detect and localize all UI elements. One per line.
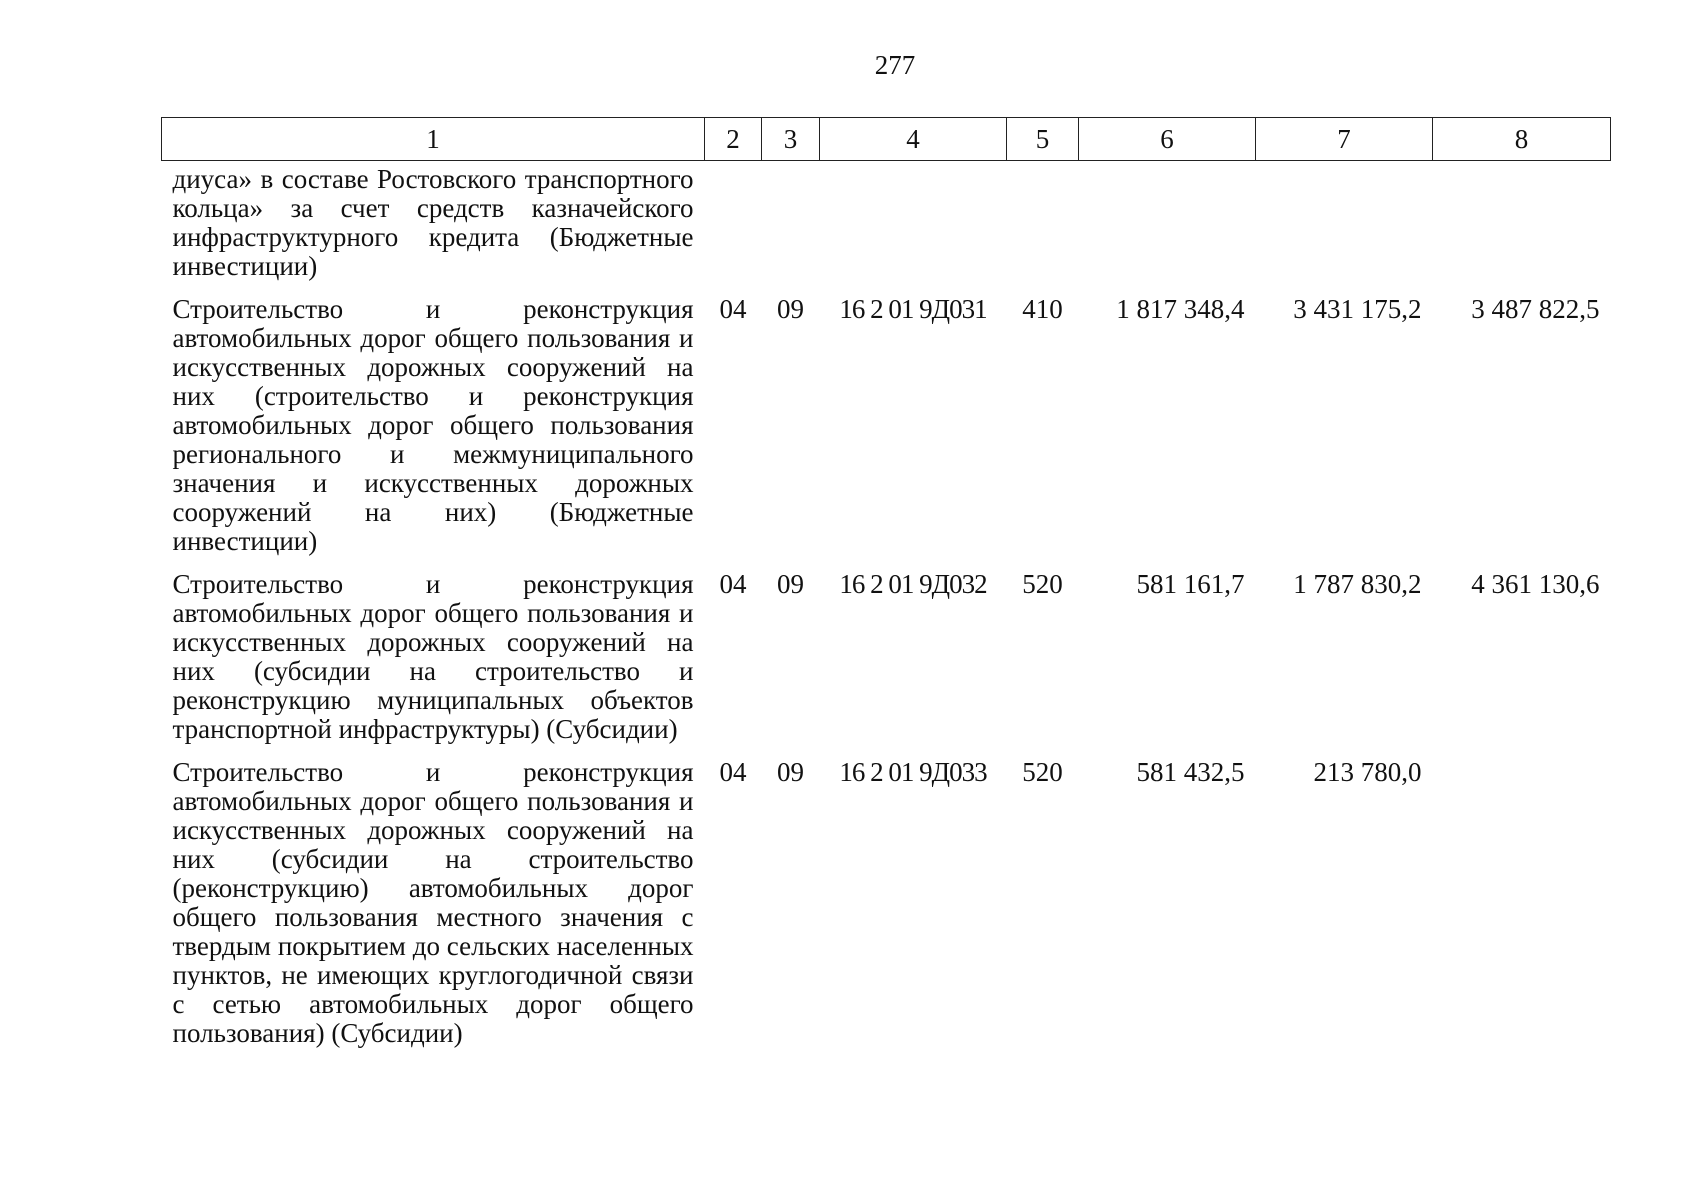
row-subsection: 09 [777,294,804,324]
row-amount-3 [1433,758,1611,1062]
row-amount-1: 1 817 348,4 [1116,294,1245,324]
row-subsection [762,161,820,296]
row-section: 04 [719,757,747,787]
row-description: диуса» в составе Ростовского транспортного кольца» за счет средств казначейского инфраструктурного кредита (Бюджетные инвестиции) [172,164,694,281]
table-row [162,295,1611,570]
row-amount-3 [1433,161,1611,296]
budget-table [161,117,1611,1062]
table-row [162,161,1611,296]
column-header-6: 6 [1079,118,1256,161]
table-row [162,570,1611,758]
row-amount-1: 581 161,7 [1136,569,1245,599]
row-target-item: 16 2 01 9Д031 [839,294,987,324]
column-header-8: 8 [1433,118,1611,161]
column-header-4: 4 [820,118,1007,161]
row-section: 04 [719,569,747,599]
row-expense-type: 520 [1022,569,1063,599]
row-amount-3: 4 361 130,6 [1471,569,1600,599]
row-section: 04 [719,294,747,324]
row-description: Строительство и реконструкция автомобильных дорог общего пользования и искусственных дорожных сооружений на них (строительство и реконструкция автомобильных дорог общего пользования регионального и межмуниципального значения и искусственных дорожных сооружений на них) (Бюджетные инвестиции) [172,294,694,556]
page-number: 277 [874,50,916,80]
column-header-5: 5 [1007,118,1079,161]
column-header-1: 1 [162,118,705,161]
row-amount-2 [1256,161,1433,296]
row-amount-2: 3 431 175,2 [1293,294,1422,324]
row-amount-2: 1 787 830,2 [1293,569,1422,599]
column-header-2: 2 [705,118,762,161]
row-expense-type: 520 [1022,757,1063,787]
row-subsection: 09 [777,569,804,599]
table-row [162,758,1611,1062]
column-header-3: 3 [762,118,820,161]
row-target-item: 16 2 01 9Д033 [839,757,987,787]
row-amount-3: 3 487 822,5 [1471,294,1600,324]
row-amount-1: 581 432,5 [1136,757,1245,787]
row-description: Строительство и реконструкция автомобильных дорог общего пользования и искусственных дорожных сооружений на них (субсидии на строительство (реконструкцию) автомобильных дорог общего пользования местного значения с твердым покрытием до сельских населенных пунктов, не имеющих круглогодичной связи с сетью автомобильных дорог общего пользования) (Субсидии) [172,757,694,1048]
row-expense-type [1007,161,1079,296]
row-description: Строительство и реконструкция автомобильных дорог общего пользования и искусственных дорожных сооружений на них (субсидии на строительство и реконструкцию муниципальных объектов транспортной инфраструктуры) (Субсидии) [172,569,694,744]
row-expense-type: 410 [1022,294,1063,324]
row-target-item: 16 2 01 9Д032 [839,569,987,599]
row-target-item [820,161,1007,296]
row-section [705,161,762,296]
row-amount-1 [1079,161,1256,296]
row-subsection: 09 [777,757,804,787]
column-number-header-row [162,118,1611,161]
column-header-7: 7 [1256,118,1433,161]
row-amount-2: 213 780,0 [1313,757,1422,787]
